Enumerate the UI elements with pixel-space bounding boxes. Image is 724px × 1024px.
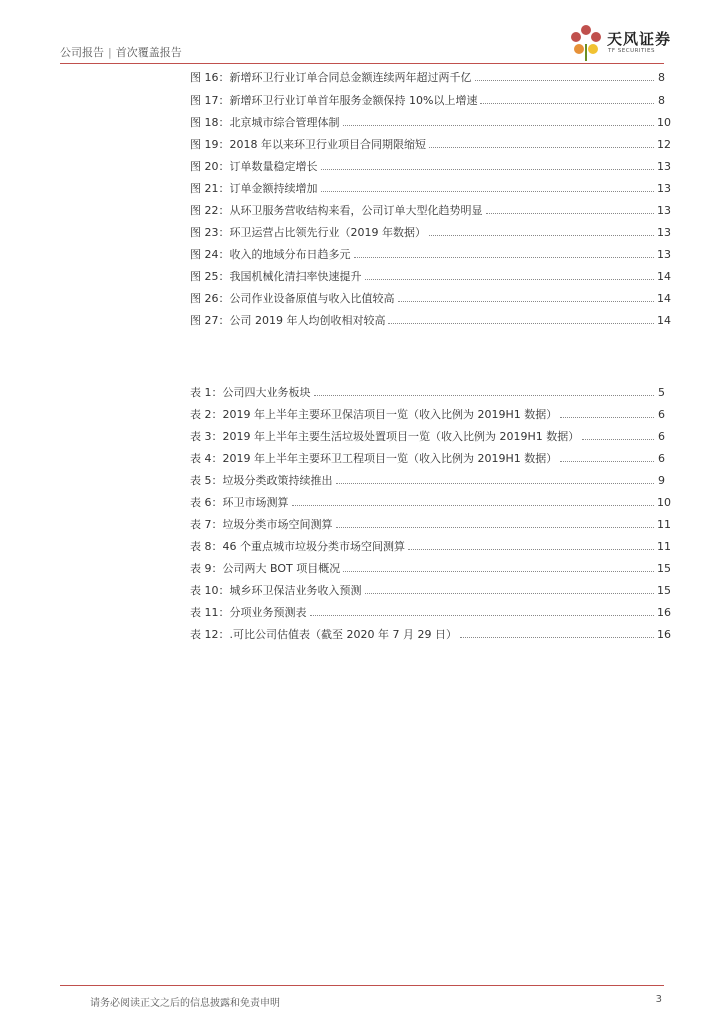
entry-page: 9: [658, 474, 665, 487]
entry-page: 10: [657, 116, 671, 129]
entry-label: 表 2：2019 年上半年主要环卫保洁项目一览（收入比例为 2019H1 数据）: [190, 408, 558, 421]
entry-page: 16: [657, 606, 671, 619]
entry-label: 图 24：收入的地域分布日趋多元: [190, 248, 351, 261]
figure-entry[interactable]: [190, 91, 665, 107]
logo-chinese-name: 天风证券: [607, 30, 672, 48]
dot-leader: [429, 146, 654, 148]
entry-label: 表 11：分项业务预测表: [190, 606, 307, 619]
dot-leader: [314, 394, 655, 396]
entry-label: 表 7：垃圾分类市场空间测算: [190, 518, 333, 531]
table-entry[interactable]: [190, 449, 665, 465]
header-rule: [60, 63, 664, 64]
entry-page: 6: [658, 452, 665, 465]
dot-leader: [365, 592, 655, 594]
dot-leader: [480, 102, 654, 104]
entry-page: 14: [657, 270, 671, 283]
entry-page: 6: [658, 408, 665, 421]
table-entry[interactable]: [190, 515, 671, 531]
entry-label: 图 27：公司 2019 年人均创收相对较高: [190, 314, 386, 327]
entry-page: 13: [657, 226, 671, 239]
table-entry[interactable]: [190, 603, 671, 619]
page-number: 3: [655, 994, 662, 1005]
dot-leader: [336, 482, 655, 484]
report-type: 公司报告: [60, 46, 104, 59]
dot-leader: [429, 234, 654, 236]
entry-page: 16: [657, 628, 671, 641]
dot-leader: [321, 190, 655, 192]
company-logo: [566, 22, 676, 62]
entry-label: 表 5：垃圾分类政策持续推出: [190, 474, 333, 487]
table-entry[interactable]: [190, 625, 671, 641]
dot-leader: [582, 438, 654, 440]
dot-leader: [460, 636, 654, 638]
entry-label: 图 16：新增环卫行业订单合同总金额连续两年超过两千亿: [190, 71, 472, 84]
entry-page: 8: [658, 94, 665, 107]
logo-english-name: TF SECURITIES: [608, 48, 655, 54]
entry-label: 表 1：公司四大业务板块: [190, 386, 311, 399]
footer-rule: [60, 985, 664, 986]
dot-leader: [321, 168, 655, 170]
dot-leader: [560, 460, 654, 462]
entry-page: 14: [657, 314, 671, 327]
figure-entry[interactable]: [190, 68, 665, 84]
entry-label: 图 22：从环卫服务营收结构来看，公司订单大型化趋势明显: [190, 204, 483, 217]
table-entry[interactable]: [190, 471, 665, 487]
entry-label: 图 21：订单金额持续增加: [190, 182, 318, 195]
entry-label: 表 6：环卫市场测算: [190, 496, 289, 509]
table-entry[interactable]: [190, 537, 671, 553]
dot-leader: [388, 322, 654, 324]
dot-leader: [560, 416, 654, 418]
flower-logo-icon: [566, 22, 606, 62]
table-entry[interactable]: [190, 427, 665, 443]
entry-label: 表 4：2019 年上半年主要环卫工程项目一览（收入比例为 2019H1 数据）: [190, 452, 558, 465]
table-entry[interactable]: [190, 559, 671, 575]
table-entry[interactable]: [190, 383, 665, 399]
entry-page: 13: [657, 160, 671, 173]
entry-label: 图 17：新增环卫行业订单首年服务金额保持 10%以上增速: [190, 94, 478, 107]
figure-entry[interactable]: [190, 179, 671, 195]
dot-leader: [408, 548, 654, 550]
dot-leader: [310, 614, 655, 616]
dot-leader: [336, 526, 655, 528]
dot-leader: [486, 212, 655, 214]
entry-label: 图 20：订单数量稳定增长: [190, 160, 318, 173]
entry-label: 图 23：环卫运营占比领先行业（2019 年数据）: [190, 226, 426, 239]
table-entry[interactable]: [190, 493, 671, 509]
figure-entry[interactable]: [190, 267, 671, 283]
dot-leader: [343, 124, 655, 126]
entry-page: 11: [657, 518, 671, 531]
entry-label: 表 3：2019 年上半年主要生活垃圾处置项目一览（收入比例为 2019H1 数据）: [190, 430, 580, 443]
figure-entry[interactable]: [190, 201, 671, 217]
entry-label: 图 19：2018 年以来环卫行业项目合同期限缩短: [190, 138, 426, 151]
figure-entry[interactable]: [190, 245, 671, 261]
entry-label: 表 9：公司两大 BOT 项目概况: [190, 562, 341, 575]
table-entry[interactable]: [190, 581, 671, 597]
entry-label: 表 10：城乡环卫保洁业务收入预测: [190, 584, 362, 597]
entry-page: 13: [657, 248, 671, 261]
entry-page: 6: [658, 430, 665, 443]
entry-page: 14: [657, 292, 671, 305]
entry-page: 10: [657, 496, 671, 509]
dot-leader: [365, 278, 655, 280]
dot-leader: [475, 79, 655, 81]
dot-leader: [354, 256, 655, 258]
header-left: [60, 44, 182, 60]
figure-entry[interactable]: [190, 135, 671, 151]
entry-label: 图 18：北京城市综合管理体制: [190, 116, 340, 129]
dot-leader: [292, 504, 655, 506]
entry-page: 15: [657, 562, 671, 575]
figure-entry[interactable]: [190, 289, 671, 305]
entry-label: 图 25：我国机械化清扫率快速提升: [190, 270, 362, 283]
table-entry[interactable]: [190, 405, 665, 421]
entry-page: 13: [657, 204, 671, 217]
figure-entry[interactable]: [190, 113, 671, 129]
figure-entry[interactable]: [190, 157, 671, 173]
dot-leader: [398, 300, 655, 302]
header-separator: |: [108, 46, 112, 59]
entry-label: 表 8：46 个重点城市垃圾分类市场空间测算: [190, 540, 405, 553]
entry-page: 12: [657, 138, 671, 151]
entry-page: 13: [657, 182, 671, 195]
figure-entry[interactable]: [190, 311, 671, 327]
footer-disclaimer: 请务必阅读正文之后的信息披露和免责申明: [90, 998, 280, 1009]
entry-page: 15: [657, 584, 671, 597]
figure-entry[interactable]: [190, 223, 671, 239]
entry-label: 图 26：公司作业设备原值与收入比值较高: [190, 292, 395, 305]
entry-page: 5: [658, 386, 665, 399]
entry-label: 表 12：.可比公司估值表（截至 2020 年 7 月 29 日）: [190, 628, 457, 641]
report-subtype: 首次覆盖报告: [115, 46, 182, 59]
entry-page: 8: [658, 71, 665, 84]
dot-leader: [343, 570, 654, 572]
entry-page: 11: [657, 540, 671, 553]
